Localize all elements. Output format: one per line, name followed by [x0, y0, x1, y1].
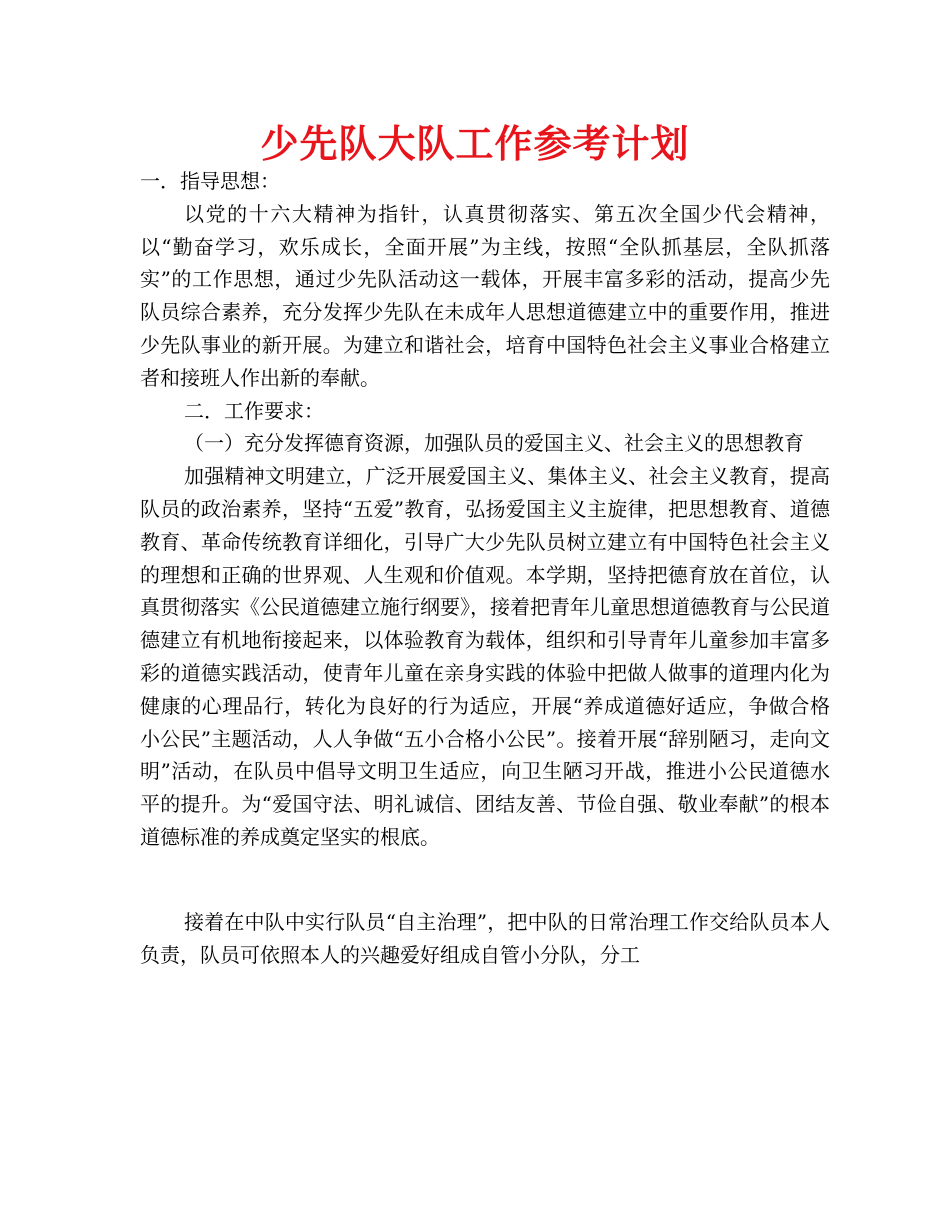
document-body [140, 165, 830, 971]
paragraph-moral-education: 加强精神文明建立，广泛开展爱国主义、集体主义、社会主义教育，提高队员的政治素养，坚持“五爱”教育，弘扬爱国主义主旋律，把思想教育、道德教育、革命传统教育详细化，引导广大少先队员树立建立有中国特色社会主义的理想和正确的世界观、人生观和价值观。本学期，坚持把德育放在首位，认真贯彻落实《公民道德建立施行纲要》，接着把青年儿童思想道德教育与公民道德建立有机地衔接起来，以体验教育为载体，组织和引导青年儿童参加丰富多彩的道德实践活动，使青年儿童在亲身实践的体验中把做人做事的道理内化为健康的心理品行，转化为良好的行为适应，开展“养成道德好适应，争做合格小公民”主题活动，人人争做“五小合格小公民”。接着开展“辞别陋习，走向文明”活动，在队员中倡导文明卫生适应，向卫生陋习开战，推进小公民道德水平的提升。为“爱国守法、明礼诚信、团结友善、节俭自强、敬业奉献”的根本道德标准的养成奠定坚实的根底。 [140, 464, 830, 849]
document-title: 少先队大队工作参考计划 [260, 122, 690, 166]
subsection-heading-moral-education: （一）充分发挥德育资源，加强队员的爱国主义、社会主义的思想教育 [184, 431, 804, 456]
paragraph-self-management: 接着在中队中实行队员“自主治理”，把中队的日常治理工作交给队员本人负责，队员可依照本人的兴趣爱好组成自管小分队，分工 [140, 909, 830, 967]
section-heading-work-requirements: 二．工作要求： [184, 398, 324, 423]
paragraph-guiding-ideology: 以党的十六大精神为指针，认真贯彻落实、第五次全国少代会精神，以“勤奋学习，欢乐成长，全面开展”为主线，按照“全队抓基层，全队抓落实”的工作思想，通过少先队活动这一载体，开展丰富多彩的活动，提高少先队员综合素养，充分发挥少先队在未成年人思想道德建立中的重要作用，推进少先队事业的新开展。为建立和谐社会，培育中国特色社会主义事业合格建立者和接班人作出新的奉献。 [140, 201, 830, 390]
paragraph-spacer [140, 854, 830, 906]
section-heading-guiding-ideology: 一．指导思想： [140, 169, 280, 193]
